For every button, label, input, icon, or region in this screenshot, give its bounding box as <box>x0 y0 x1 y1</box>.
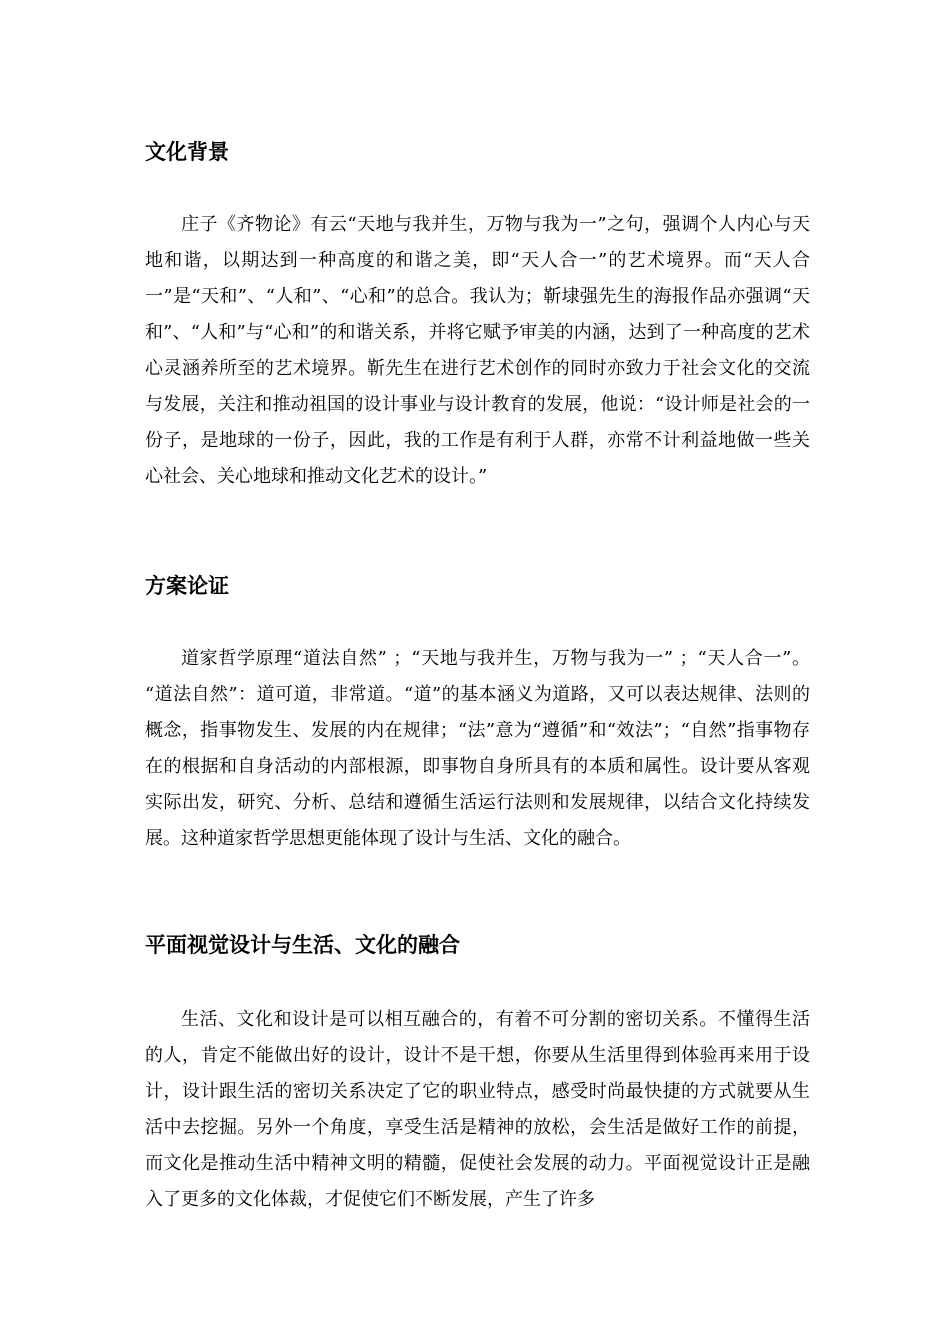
section-design-life-culture <box>145 930 810 1218</box>
section-paragraph: 庄子《齐物论》有云“天地与我并生，万物与我为一”之句，强调个人内心与天地和谐，以期达到一种高度的和谐之美，即“天人合一”的艺术境界。而“天人合一”是“天和”、“人和”、“心和”的总合。我认为；靳埭强先生的海报作品亦强调“天和”、“人和”与“心和”的和谐关系，并将它赋予审美的内涵，达到了一种高度的艺术心灵涵养所至的艺术境界。靳先生在进行艺术创作的同时亦致力于社会文化的交流与发展，关注和推动祖国的设计事业与设计教育的发展，他说：“设计师是社会的一份子，是地球的一份子，因此，我的工作是有利于人群，亦常不计利益地做一些关心社会、关心地球和推动文化艺术的设计。” <box>145 214 810 487</box>
section-scheme-argument <box>145 571 810 857</box>
section-heading: 平面视觉设计与生活、文化的融合 <box>145 933 460 957</box>
section-paragraph: 道家哲学原理“道法自然” ；“天地与我并生，万物与我为一” ；“天人合一”。 “道法自然”：道可道，非常道。“道”的基本涵义为道路，又可以表达规律、法则的概念，指事物发生、发展的内在规律；“法”意为“遵循”和“效法”；“自然”指事物存在的根据和自身活动的内部根源，即事物自身所具有的本质和属性。设计要从客观实际出发，研究、分析、总结和遵循生活运行法则和发展规律，以结合文化持续发展。这种道家哲学思想更能体现了设计与生活、文化的融合。 <box>145 648 810 849</box>
section-heading: 文化背景 <box>145 140 229 164</box>
section-cultural-background <box>145 137 810 495</box>
section-heading: 方案论证 <box>145 574 229 598</box>
section-paragraph: 生活、文化和设计是可以相互融合的，有着不可分割的密切关系。不懂得生活的人，肯定不能做出好的设计，设计不是干想，你要从生活里得到体验再来用于设计，设计跟生活的密切关系决定了它的职业特点，感受时尚最快捷的方式就要从生活中去挖掘。另外一个角度，享受生活是精神的放松，会生活是做好工作的前提，而文化是推动生活中精神文明的精髓，促使社会发展的动力。平面视觉设计正是融入了更多的文化体裁，才促使它们不断发展，产生了许多 <box>145 1009 810 1210</box>
